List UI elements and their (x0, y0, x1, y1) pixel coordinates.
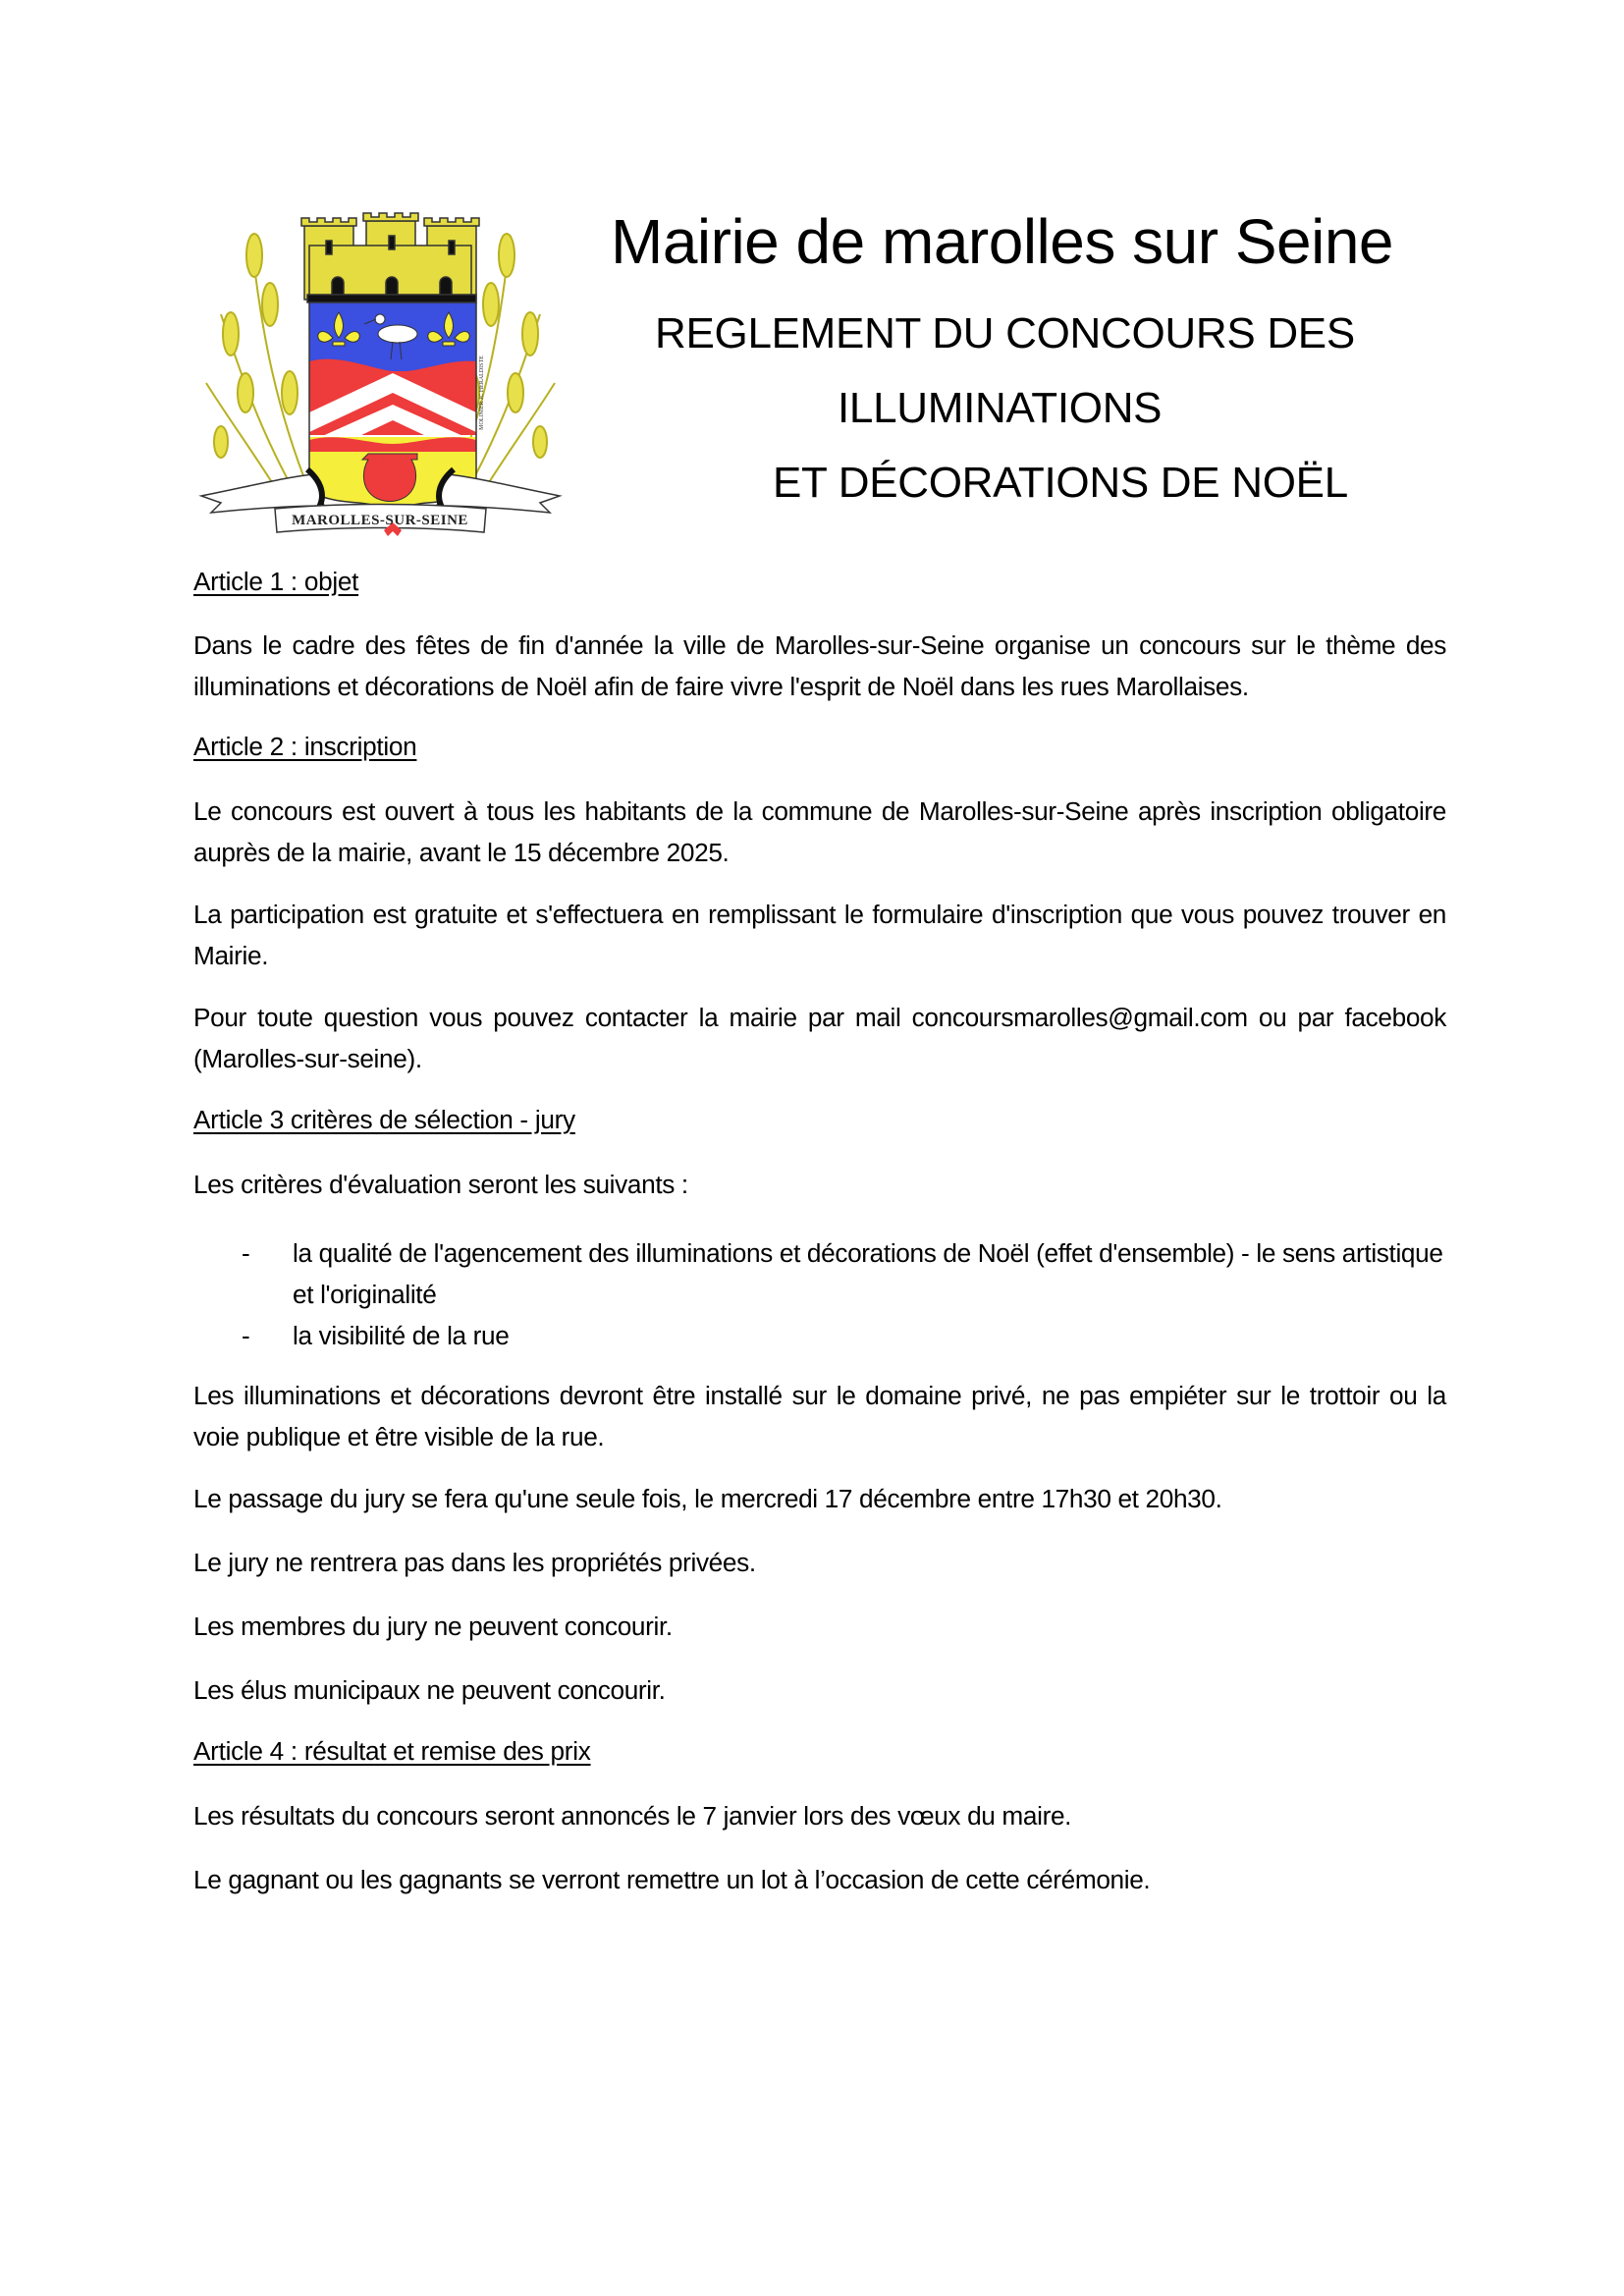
article-3-paragraph-2: Le passage du jury se fera qu'une seule fois, le mercredi 17 décembre entre 17h30 et 20h30. (193, 1484, 1222, 1513)
bullet-marker: - (242, 1238, 250, 1268)
bullet-marker: - (242, 1321, 250, 1350)
article-4-paragraph-2: Le gagnant ou les gagnants se verront remettre un lot à l’occasion de cette cérémonie. (193, 1865, 1151, 1894)
logo-banner-text: MAROLLES-SUR-SEINE (292, 513, 468, 528)
logo-side-text: MOLINIER JC HERALDISTE (479, 355, 485, 430)
article-2-paragraph-1: Le concours est ouvert à tous les habitants de la commune de Marolles-sur-Seine après inscription obligatoire auprès de la mairie, avant le 15 décembre 2025. (193, 796, 1446, 867)
article-3-paragraph-4: Les membres du jury ne peuvent concourir. (193, 1612, 673, 1641)
article-1-paragraph: Dans le cadre des fêtes de fin d'année la ville de Marolles-sur-Seine organise un concours sur le thème des illuminations et décorations de Noël afin de faire vivre l'esprit de Noël dans les rues Marollaises. (193, 630, 1446, 701)
article-3-heading: Article 3 critères de sélection - jury (193, 1105, 575, 1134)
document-subtitle-line-2: ILLUMINATIONS (838, 384, 1163, 432)
article-2-heading: Article 2 : inscription (193, 732, 417, 761)
article-1-heading: Article 1 : objet (193, 567, 359, 596)
criteria-list-item-1: la qualité de l'agencement des illuminations et décorations de Noël (effet d'ensemble) - le sens artistique et l'originalité (293, 1238, 1443, 1309)
criteria-list-item-2: la visibilité de la rue (293, 1321, 510, 1350)
article-2-paragraph-3: Pour toute question vous pouvez contacter la mairie par mail concoursmarolles@gmail.com ou par facebook (Marolles-sur-seine). (193, 1003, 1446, 1073)
article-4-paragraph-1: Les résultats du concours seront annoncés le 7 janvier lors des vœux du maire. (193, 1801, 1072, 1831)
tower-crown-icon (301, 213, 479, 302)
document-subtitle-line-3: ET DÉCORATIONS DE NOËL (773, 459, 1348, 507)
article-3-paragraph-3: Le jury ne rentrera pas dans les propriétés privées. (193, 1548, 756, 1577)
page-title: Mairie de marolles sur Seine (611, 206, 1393, 277)
article-3-paragraph-5: Les élus municipaux ne peuvent concourir. (193, 1675, 666, 1705)
article-3-paragraph-1: Les illuminations et décorations devront être installé sur le domaine privé, ne pas empiéter sur le trottoir ou la voie publique et être visible de la rue. (193, 1381, 1446, 1451)
article-2-paragraph-2: La participation est gratuite et s'effectuera en remplissant le formulaire d'inscription que vous pouvez trouver en Mairie. (193, 900, 1446, 970)
article-4-heading: Article 4 : résultat et remise des prix (193, 1736, 591, 1766)
document-subtitle-line-1: REGLEMENT DU CONCOURS DES (655, 309, 1355, 357)
wheat-left-icon (206, 234, 309, 511)
marolles-coat-of-arms-logo (191, 196, 569, 540)
article-3-intro: Les critères d'évaluation seront les suivants : (193, 1170, 688, 1199)
